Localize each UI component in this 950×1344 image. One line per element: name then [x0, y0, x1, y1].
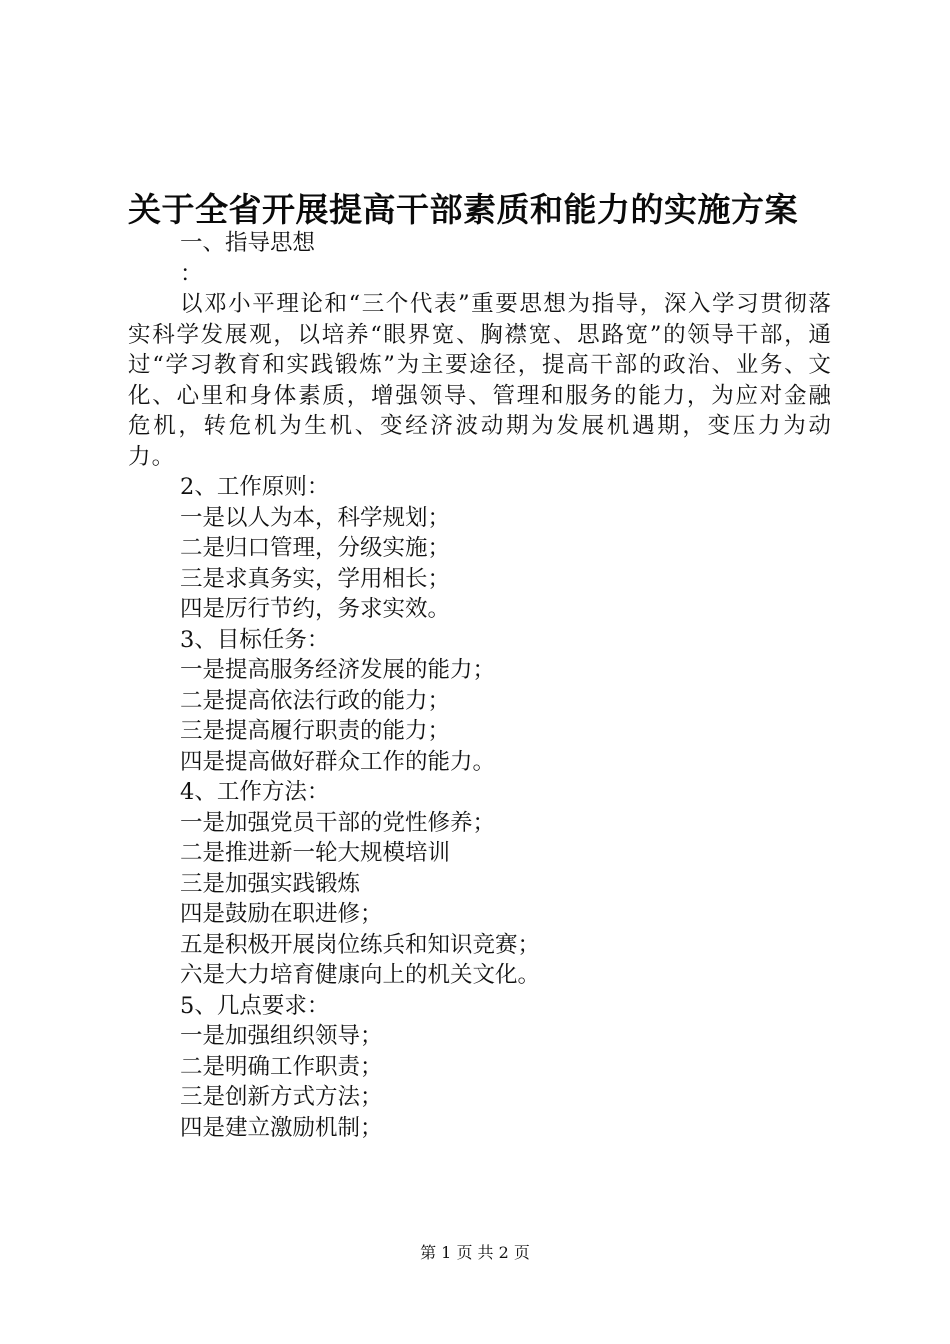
- section-methods: [128, 777, 832, 991]
- page-footer: 第 1 页 共 2 页: [420, 1243, 530, 1262]
- section-heading: 5、几点要求：: [180, 992, 330, 1019]
- document-title: 关于全省开展提高干部素质和能力的实施方案: [128, 190, 798, 229]
- list-item: 四是厉行节约，务求实效。: [180, 596, 451, 622]
- list-item: 五是积极开展岗位练兵和知识竞赛；: [180, 931, 541, 958]
- list-item: 二是提高依法行政的能力；: [180, 687, 451, 714]
- list-item: 二是推进新一轮大规模培训: [180, 840, 451, 866]
- list-item: 四是鼓励在职进修；: [180, 901, 383, 927]
- list-item: 一是加强组织领导；: [180, 1023, 383, 1049]
- list-item: 一是加强党员干部的党性修养；: [180, 809, 496, 836]
- section-heading-colon: ：: [180, 260, 203, 287]
- section-goals: [128, 625, 832, 778]
- guiding-paragraph: 以邓小平理论和“三个代表”重要思想为指导，深入学习贯彻落实科学发展观，以培养“眼界宽、胸襟宽、思路宽”的领导干部，通过“学习教育和实践锻炼”为主要途径，提高干部的政治、业务、文化、心里和身体素质，增强领导、管理和服务的能力，为应对金融危机，转危机为生机、变经济波动期为发展机遇期，变压力为动力。: [128, 291, 832, 470]
- section-heading-guiding: 一、指导思想: [180, 230, 316, 256]
- section-principles: [128, 472, 832, 625]
- list-item: 四是提高做好群众工作的能力。: [180, 748, 496, 775]
- list-item: 二是归口管理，分级实施；: [180, 535, 451, 561]
- list-item: 二是明确工作职责；: [180, 1053, 383, 1080]
- section-requirements: [128, 991, 832, 1144]
- document-body: [128, 210, 832, 1143]
- list-item: 六是大力培育健康向上的机关文化。: [180, 962, 541, 988]
- list-item: 一是提高服务经济发展的能力；: [180, 657, 496, 683]
- list-item: 三是创新方式方法；: [180, 1084, 383, 1110]
- section-heading: 2、工作原则：: [180, 474, 330, 500]
- list-item: 三是提高履行职责的能力；: [180, 718, 451, 744]
- section-heading: 4、工作方法：: [180, 779, 330, 805]
- list-item: 三是加强实践锻炼: [180, 870, 361, 897]
- list-item: 一是以人为本，科学规划；: [180, 504, 451, 531]
- list-item: 三是求真务实，学用相长；: [180, 565, 451, 592]
- list-item: 四是建立激励机制；: [180, 1114, 383, 1141]
- section-heading: 3、目标任务：: [180, 626, 330, 653]
